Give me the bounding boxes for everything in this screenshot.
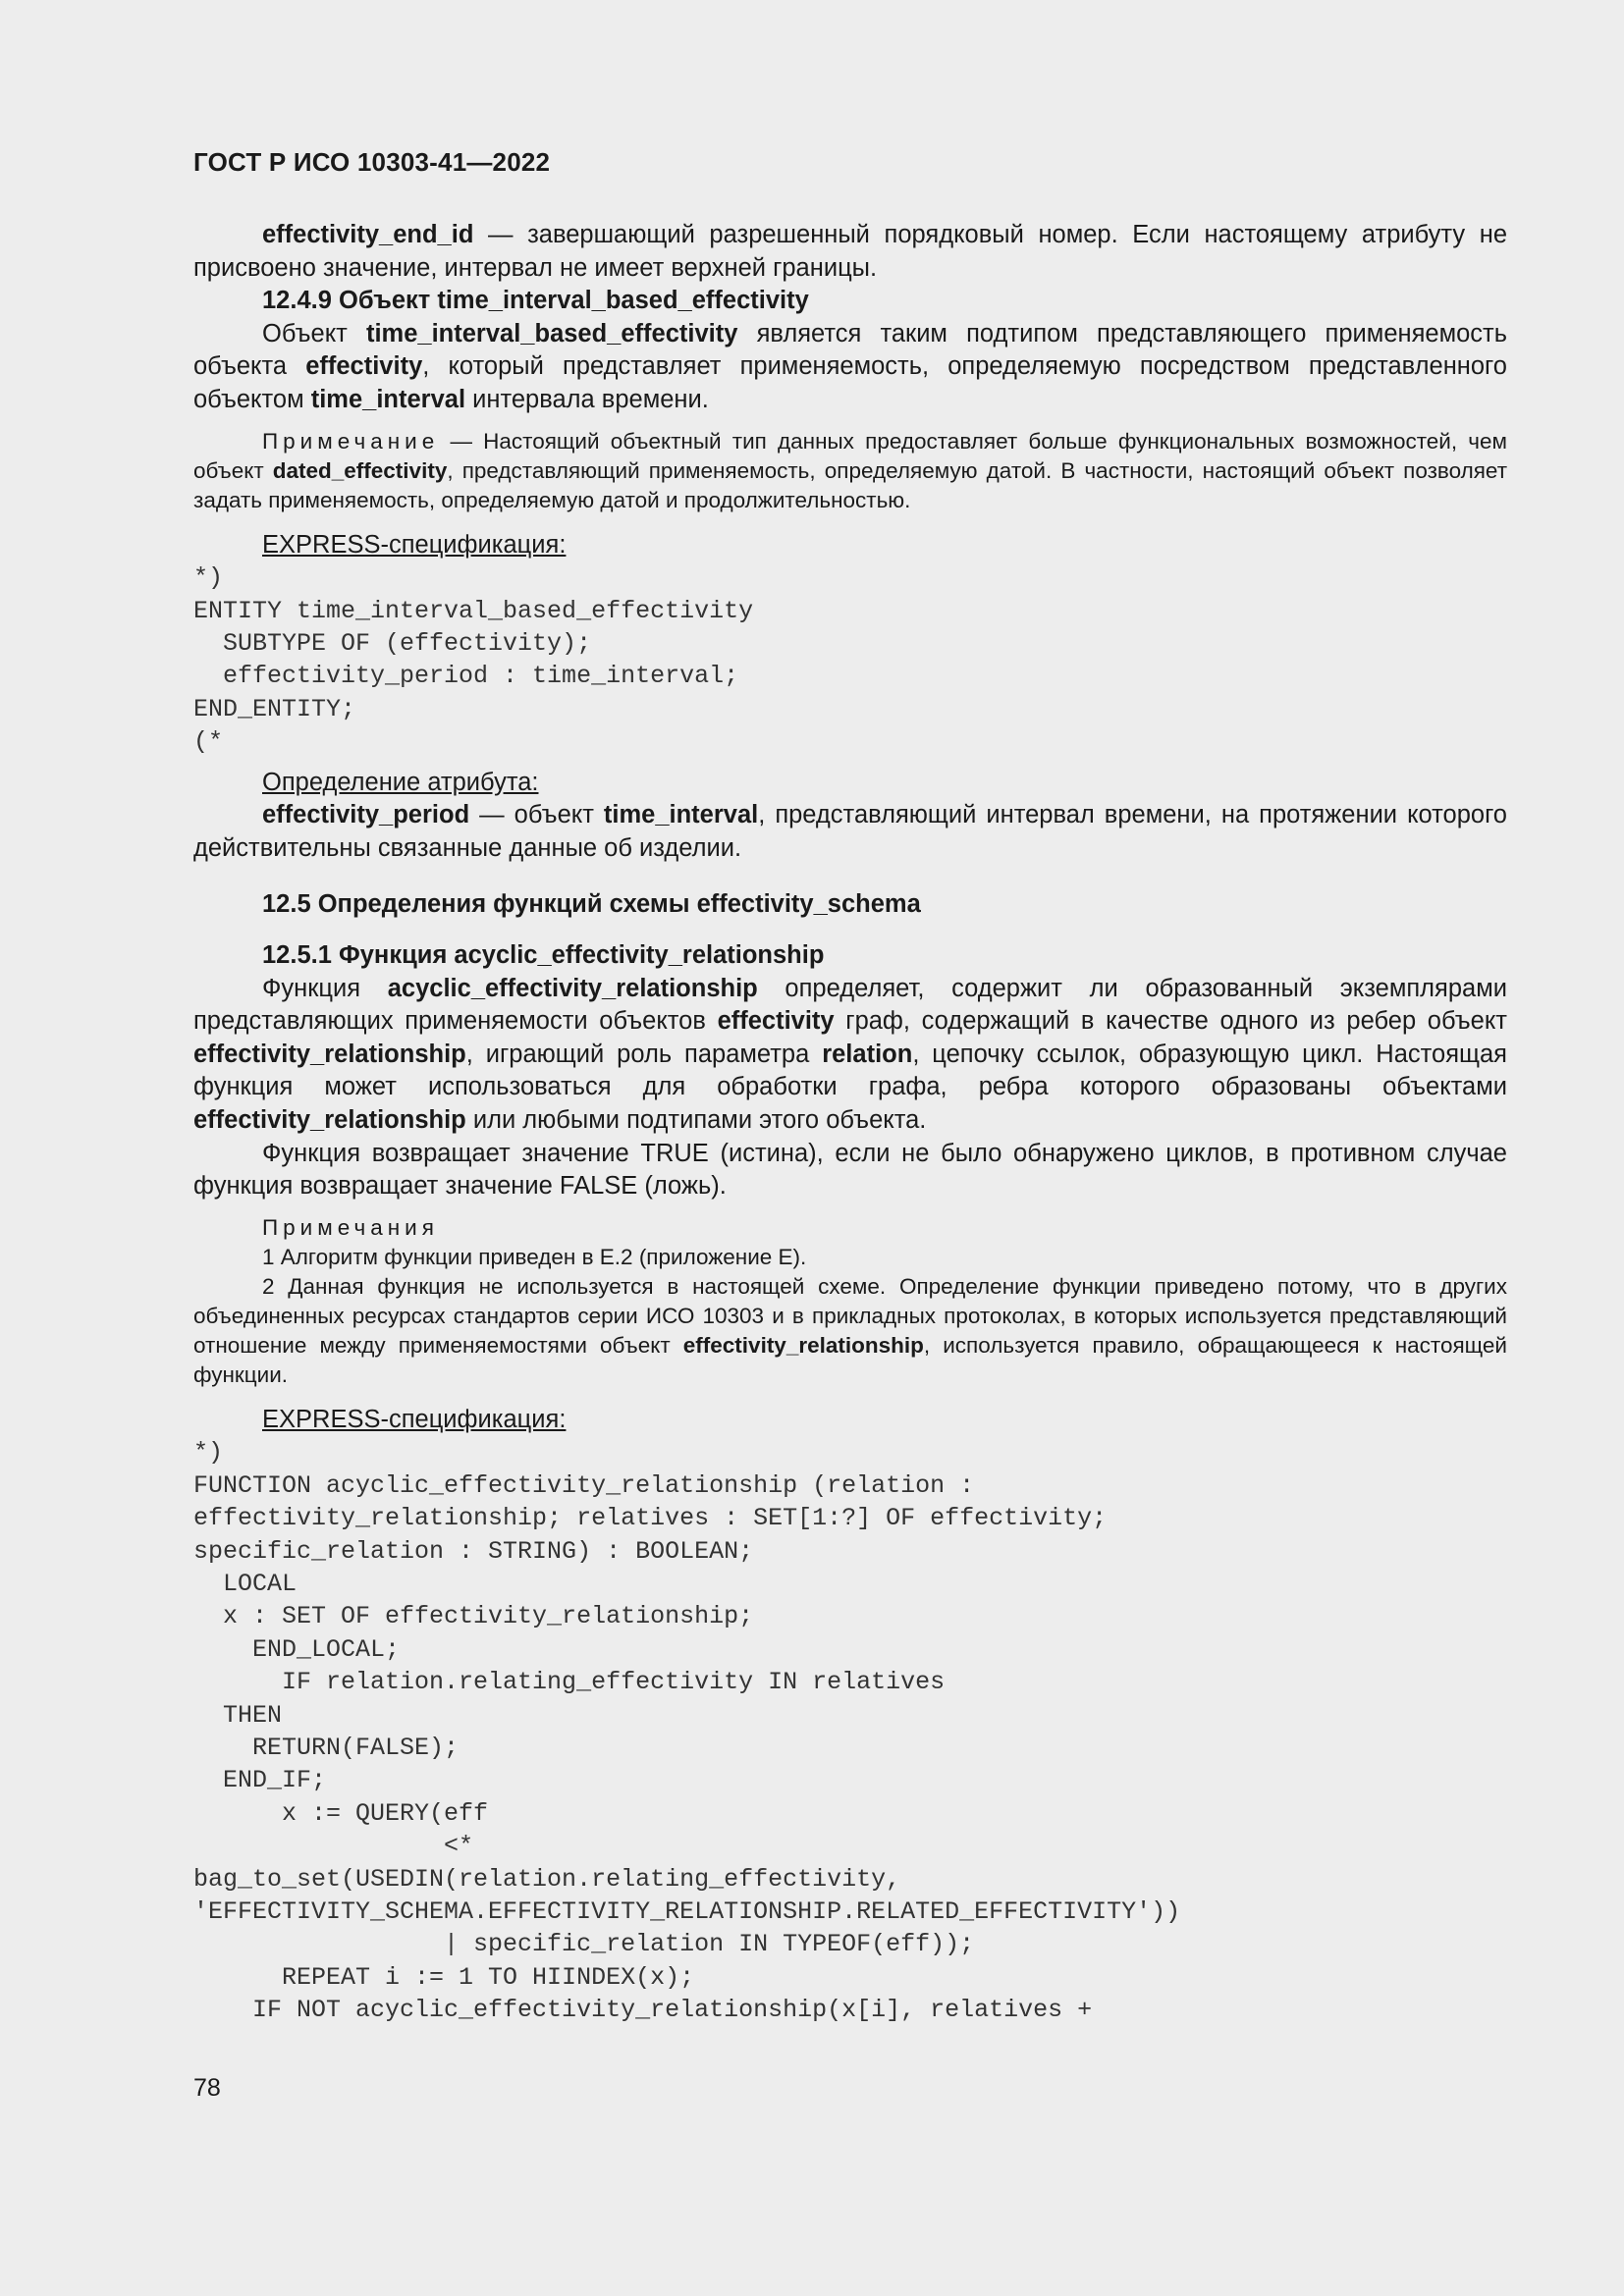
term-effectivity-end-id: effectivity_end_id: [262, 221, 474, 248]
paragraph-effectivity-end-id: effectivity_end_id — завершающий разрешенный порядковый номер. Если настоящему атрибуту не присвоено значение, интервал не имеет верхней границы.: [193, 221, 1507, 282]
express-spec-label-1: EXPRESS-спецификация:: [262, 530, 567, 559]
note-item-2: 2 Данная функция не используется в настоящей схеме. Определение функции приведено потому, что в других объединенных ресурсах стандартов серии ИСО 10303 и в прикладных протоколах, в которых используется представляющий отношение между применяемостями объект effectivity_relationship, используется правило, обращающееся к настоящей функции.: [193, 1273, 1507, 1387]
note-12-4-9: Примечание — Настоящий объектный тип данных предоставляет больше функциональных возможностей, чем объект dated_effectivity, представляющий применяемость, определяемую датой. В частности, настоящий объект позволяет задать применяемость, определяемую датой и продолжительностью.: [193, 428, 1507, 512]
notes-heading: Примечания: [262, 1214, 439, 1240]
note-item-1: 1 Алгоритм функции приведен в Е.2 (приложение Е).: [262, 1244, 807, 1269]
document-header: ГОСТ Р ИСО 10303-41—2022: [193, 147, 551, 177]
page-number: 78: [193, 2074, 221, 2102]
heading-12-5: 12.5 Определения функций схемы effectivity_schema: [262, 890, 921, 919]
express-code-function: *) FUNCTION acyclic_effectivity_relationship (relation : effectivity_relationship; relatives : SET[1:?] OF effectivity; specific_relation : STRING) : BOOLEAN; LOCAL x : SET OF effectivity_relationship; END_LOCAL; IF relation.relating_effectivity IN relatives THEN RETURN(FALSE); END_IF; x := QUERY(eff <* bag_to_set(USEDIN(relation.relating_effectivity, 'EFFECTIVITY_SCHEMA.EFFECTIVITY_RELATIONSHIP.RELATED_EFFECTIVITY')) | specific_relation IN TYPEOF(eff)); REPEAT i := 1 TO HIINDEX(x); IF NOT acyclic_effectivity_relationship(x[i], relatives +: [193, 1438, 1181, 2025]
heading-12-5-1: 12.5.1 Функция acyclic_effectivity_relationship: [262, 940, 825, 969]
express-code-entity: *) ENTITY time_interval_based_effectivity SUBTYPE OF (effectivity); effectivity_period : time_interval; END_ENTITY; (*: [193, 563, 754, 757]
paragraph-12-5-1-a: Функция acyclic_effectivity_relationship определяет, содержит ли образованный экземплярами представляющих применяемости объектов effectivity граф, содержащий в качестве одного из ребер объект effectivity_relationship, играющий роль параметра relation, цепочку ссылок, образующую цикл. Настоящая функция может использоваться для обработки графа, ребра которого образованы объектами effectivity_relationship или любыми подтипами этого объекта.: [193, 974, 1507, 1134]
document-page: [193, 147, 1507, 2027]
express-spec-label-2: EXPRESS-спецификация:: [262, 1405, 567, 1433]
paragraph-12-5-1-b: Функция возвращает значение TRUE (истина), если не было обнаружено циклов, в противном случае функция возвращает значение FALSE (ложь).: [193, 1139, 1507, 1201]
paragraph-12-4-9: Объект time_interval_based_effectivity является таким подтипом представляющего применяемость объекта effectivity, который представляет применяемость, определяемую посредством представленного объектом time_interval интервала времени.: [193, 319, 1507, 413]
heading-12-4-9: 12.4.9 Объект time_interval_based_effectivity: [262, 287, 809, 315]
paragraph-effectivity-period: effectivity_period — объект time_interval, представляющий интервал времени, на протяжении которого действительны связанные данные об изделии.: [193, 801, 1507, 862]
attribute-definition-label: Определение атрибута:: [262, 768, 539, 796]
